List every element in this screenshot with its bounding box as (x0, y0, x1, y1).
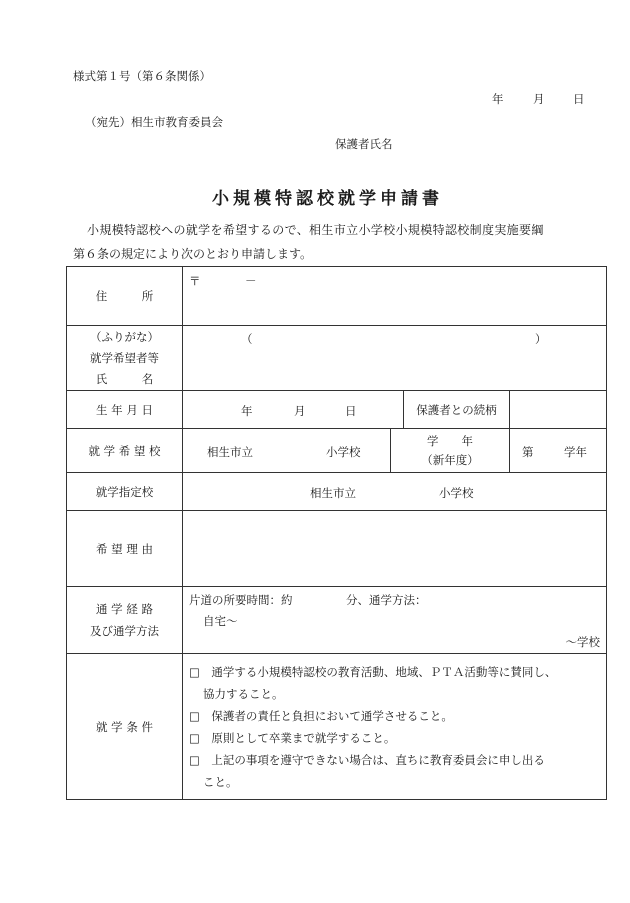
name-label: 氏 名 (95, 371, 154, 386)
form-number: 様式第１号（第６条関係） (73, 69, 211, 83)
address-field[interactable] (183, 267, 607, 326)
applicant-label: 就学希望者等 (90, 350, 159, 365)
postal-mark: 〒 (189, 274, 201, 288)
to-school-label: ～学校 (565, 635, 600, 649)
desired-city-prefix: 相生市立 (207, 444, 253, 459)
name-row (67, 326, 607, 391)
route-label-cell (67, 587, 183, 654)
relation-label-cell (404, 391, 510, 429)
desired-school-label-cell (67, 429, 183, 473)
birth-day-label: 日 (345, 403, 357, 418)
postal-dash: － (245, 274, 257, 288)
furigana-paren-close: ） (535, 332, 547, 346)
birthdate-label: 生 年 月 日 (96, 402, 153, 417)
addressee: （宛先）相生市教育委員会 (85, 115, 223, 129)
condition-2-checkbox-line[interactable]: □ 保護者の責任と負担において通学させること。 (189, 709, 453, 723)
conditions-label: 就 学 条 件 (96, 719, 153, 734)
birthdate-field[interactable] (183, 391, 404, 429)
route-label-2: 及び通学方法 (90, 624, 159, 638)
condition-4-checkbox-line[interactable]: □ 上記の事項を遵守できない場合は、直ちに教育委員会に申し出る (189, 753, 545, 767)
reason-field[interactable] (183, 511, 607, 587)
grade-no-label: 第 (522, 444, 534, 459)
name-label-cell (67, 326, 183, 391)
address-label-cell (67, 267, 183, 326)
condition-1-continued: 協力すること。 (203, 687, 284, 701)
application-form-table (66, 266, 607, 800)
commute-time-label: 片道の所要時間：約 (189, 593, 293, 607)
conditions-row (67, 654, 607, 800)
designated-elementary-label: 小学校 (439, 485, 474, 500)
date-day-label: 日 (573, 92, 585, 106)
name-field[interactable] (183, 326, 607, 391)
birth-year-label: 年 (241, 403, 253, 418)
commute-minutes-label: 分、通学方法： (346, 593, 427, 607)
grade-label: 学 年 (427, 433, 473, 448)
birthdate-row (67, 391, 607, 429)
grade-field[interactable] (510, 429, 607, 473)
designated-school-label-cell (67, 473, 183, 511)
route-field[interactable] (183, 587, 607, 654)
relation-field[interactable] (510, 391, 607, 429)
grade-suffix-label: 学年 (564, 444, 587, 459)
reason-label: 希 望 理 由 (96, 541, 153, 556)
date-year-label: 年 (492, 92, 504, 106)
condition-3-checkbox-line[interactable]: □ 原則として卒業まで就学すること。 (189, 731, 396, 745)
reason-label-cell (67, 511, 183, 587)
designated-school-row (67, 473, 607, 511)
desired-school-label: 就 学 希 望 校 (88, 443, 161, 458)
furigana-paren-open: （ (241, 332, 253, 346)
furigana-label: （ふりがな） (90, 329, 159, 344)
intro-line-2: 第６条の規定により次のとおり申請します。 (73, 247, 313, 261)
birth-month-label: 月 (294, 403, 306, 418)
desired-school-field[interactable] (183, 429, 391, 473)
condition-1-checkbox-line[interactable]: □ 通学する小規模特認校の教育活動、地域、ＰＴＡ活動等に賛同し、 (189, 665, 557, 679)
intro-line-1: 小規模特認校への就学を希望するので、相生市立小学校小規模特認校制度実施要綱 (87, 223, 544, 237)
grade-label-cell (391, 429, 510, 473)
condition-4-continued: こと。 (203, 775, 238, 789)
date-month-label: 月 (533, 92, 545, 106)
designated-city-prefix: 相生市立 (310, 485, 356, 500)
address-row (67, 267, 607, 326)
designated-school-label: 就学指定校 (95, 484, 154, 499)
address-label: 住 所 (95, 289, 154, 303)
route-row (67, 587, 607, 654)
from-home-label: 自宅～ (203, 614, 238, 628)
desired-elementary-label: 小学校 (326, 444, 361, 459)
new-year-label: （新年度） (421, 452, 479, 467)
relation-label: 保護者との続柄 (416, 402, 497, 417)
desired-school-row (67, 429, 607, 473)
conditions-label-cell (67, 654, 183, 800)
page-title: 小規模特認校就学申請書 (212, 189, 443, 209)
conditions-list (183, 654, 607, 800)
birthdate-label-cell (67, 391, 183, 429)
route-label-1: 通 学 経 路 (96, 602, 153, 616)
designated-school-field[interactable] (183, 473, 607, 511)
reason-row (67, 511, 607, 587)
guardian-name-label: 保護者氏名 (335, 137, 393, 151)
